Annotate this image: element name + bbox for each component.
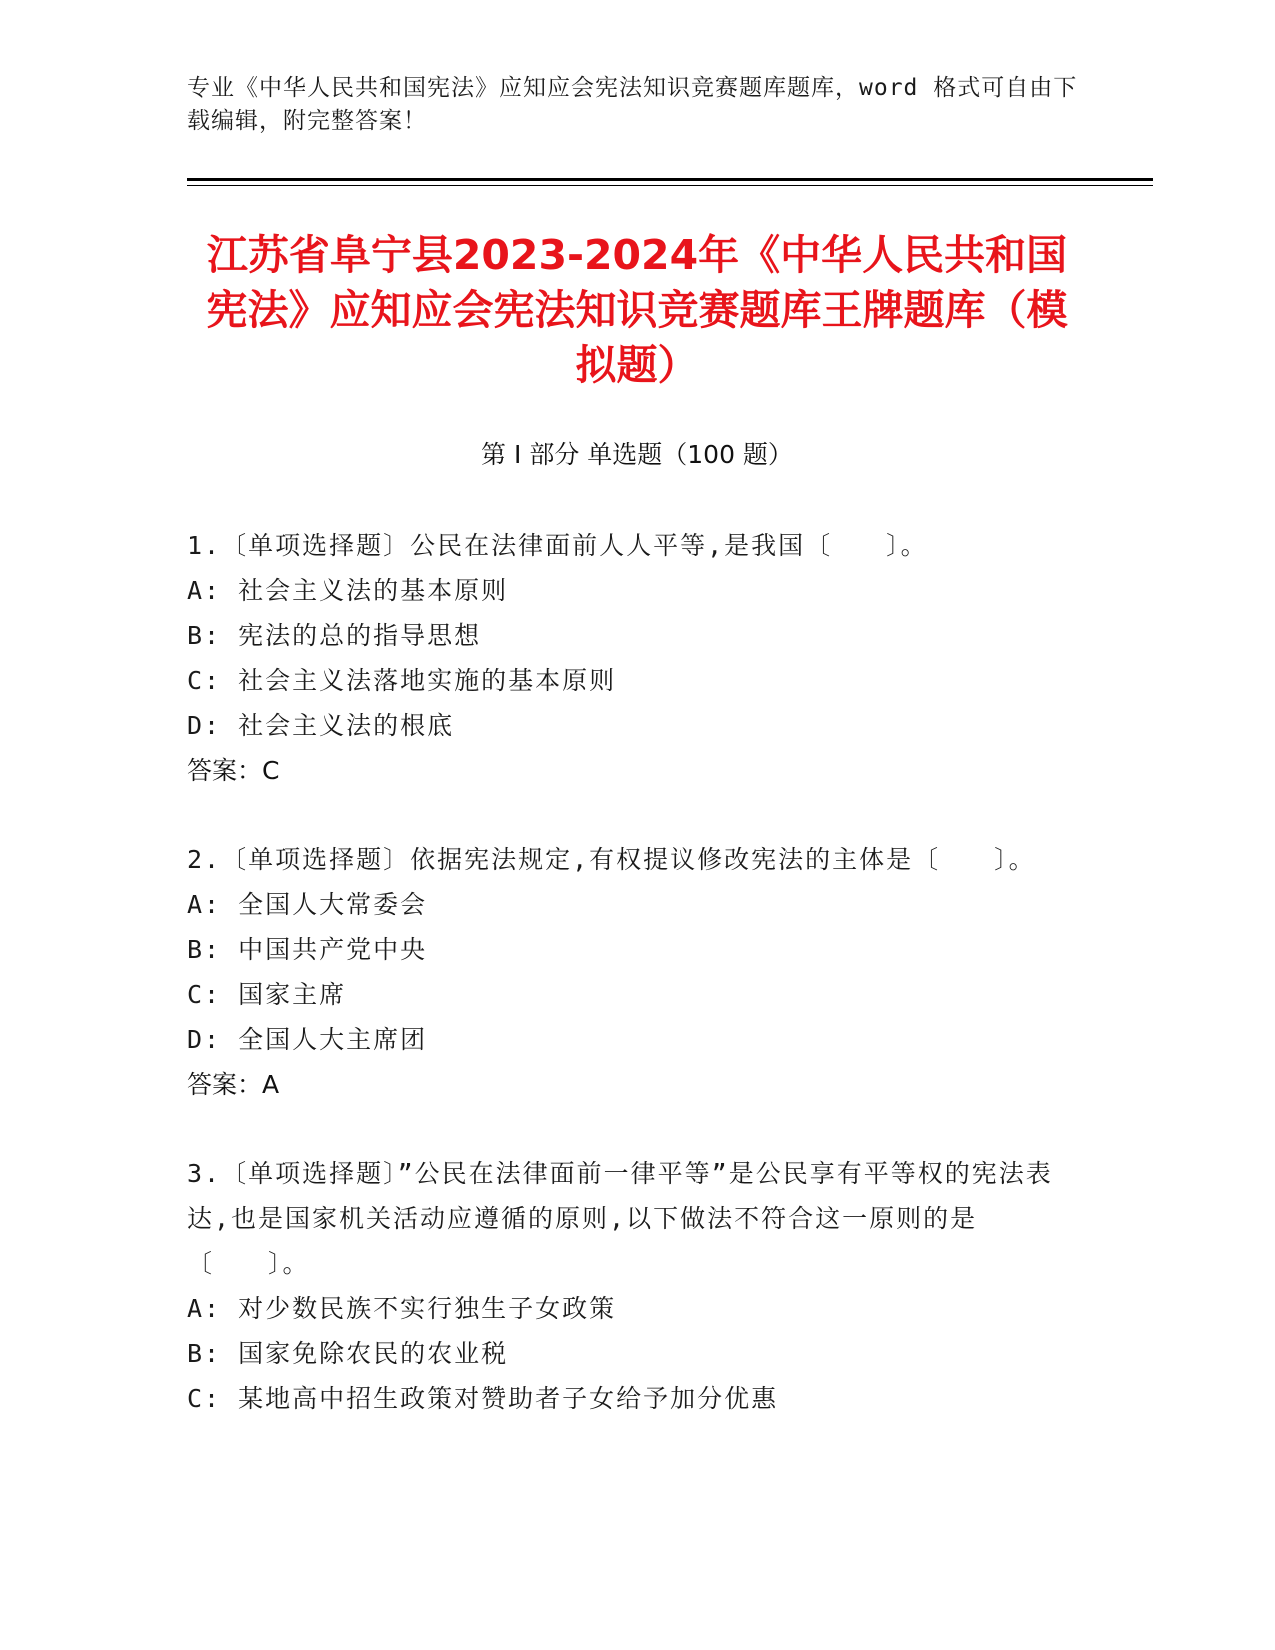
section-heading: 第 I 部分 单选题（100 题）: [481, 440, 793, 469]
header-rule-thin: [187, 185, 1153, 186]
header-rule-thick: [187, 178, 1153, 181]
header-note: 专业《中华人民共和国宪法》应知应会宪法知识竞赛题库题库，word 格式可自由下载编辑，附完整答案！: [187, 75, 1078, 134]
question-list: [187, 523, 1067, 1465]
question-3: [187, 1151, 1067, 1421]
option-b: B: 国家免除农民的农业税: [187, 1339, 509, 1368]
question-2: [187, 837, 1067, 1107]
option-a: A: 对少数民族不实行独生子女政策: [187, 1294, 617, 1323]
option-d: D: 全国人大主席团: [187, 1025, 428, 1054]
option-c: C: 社会主义法落地实施的基本原则: [187, 666, 617, 695]
answer-line: 答案：A: [187, 1070, 280, 1099]
question-stem: 1.〔单项选择题〕公民在法律面前人人平等,是我国〔 〕。: [187, 531, 928, 560]
option-a: A: 社会主义法的基本原则: [187, 576, 509, 605]
document-title: 江苏省阜宁县2023-2024年《中华人民共和国宪法》应知应会宪法知识竞赛题库王牌题库（模拟题）: [206, 231, 1068, 389]
answer-line: 答案：C: [187, 756, 280, 785]
question-1: [187, 523, 1067, 793]
question-stem: 3.〔单项选择题〕”公民在法律面前一律平等”是公民享有平等权的宪法表达,也是国家机关活动应遵循的原则,以下做法不符合这一原则的是〔 〕。: [187, 1159, 1053, 1278]
question-stem: 2.〔单项选择题〕依据宪法规定,有权提议修改宪法的主体是〔 〕。: [187, 845, 1036, 874]
option-b: B: 中国共产党中央: [187, 935, 428, 964]
option-c: C: 某地高中招生政策对赞助者子女给予加分优惠: [187, 1384, 779, 1413]
option-d: D: 社会主义法的根底: [187, 711, 455, 740]
option-a: A: 全国人大常委会: [187, 890, 428, 919]
option-c: C: 国家主席: [187, 980, 347, 1009]
option-b: B: 宪法的总的指导思想: [187, 621, 482, 650]
